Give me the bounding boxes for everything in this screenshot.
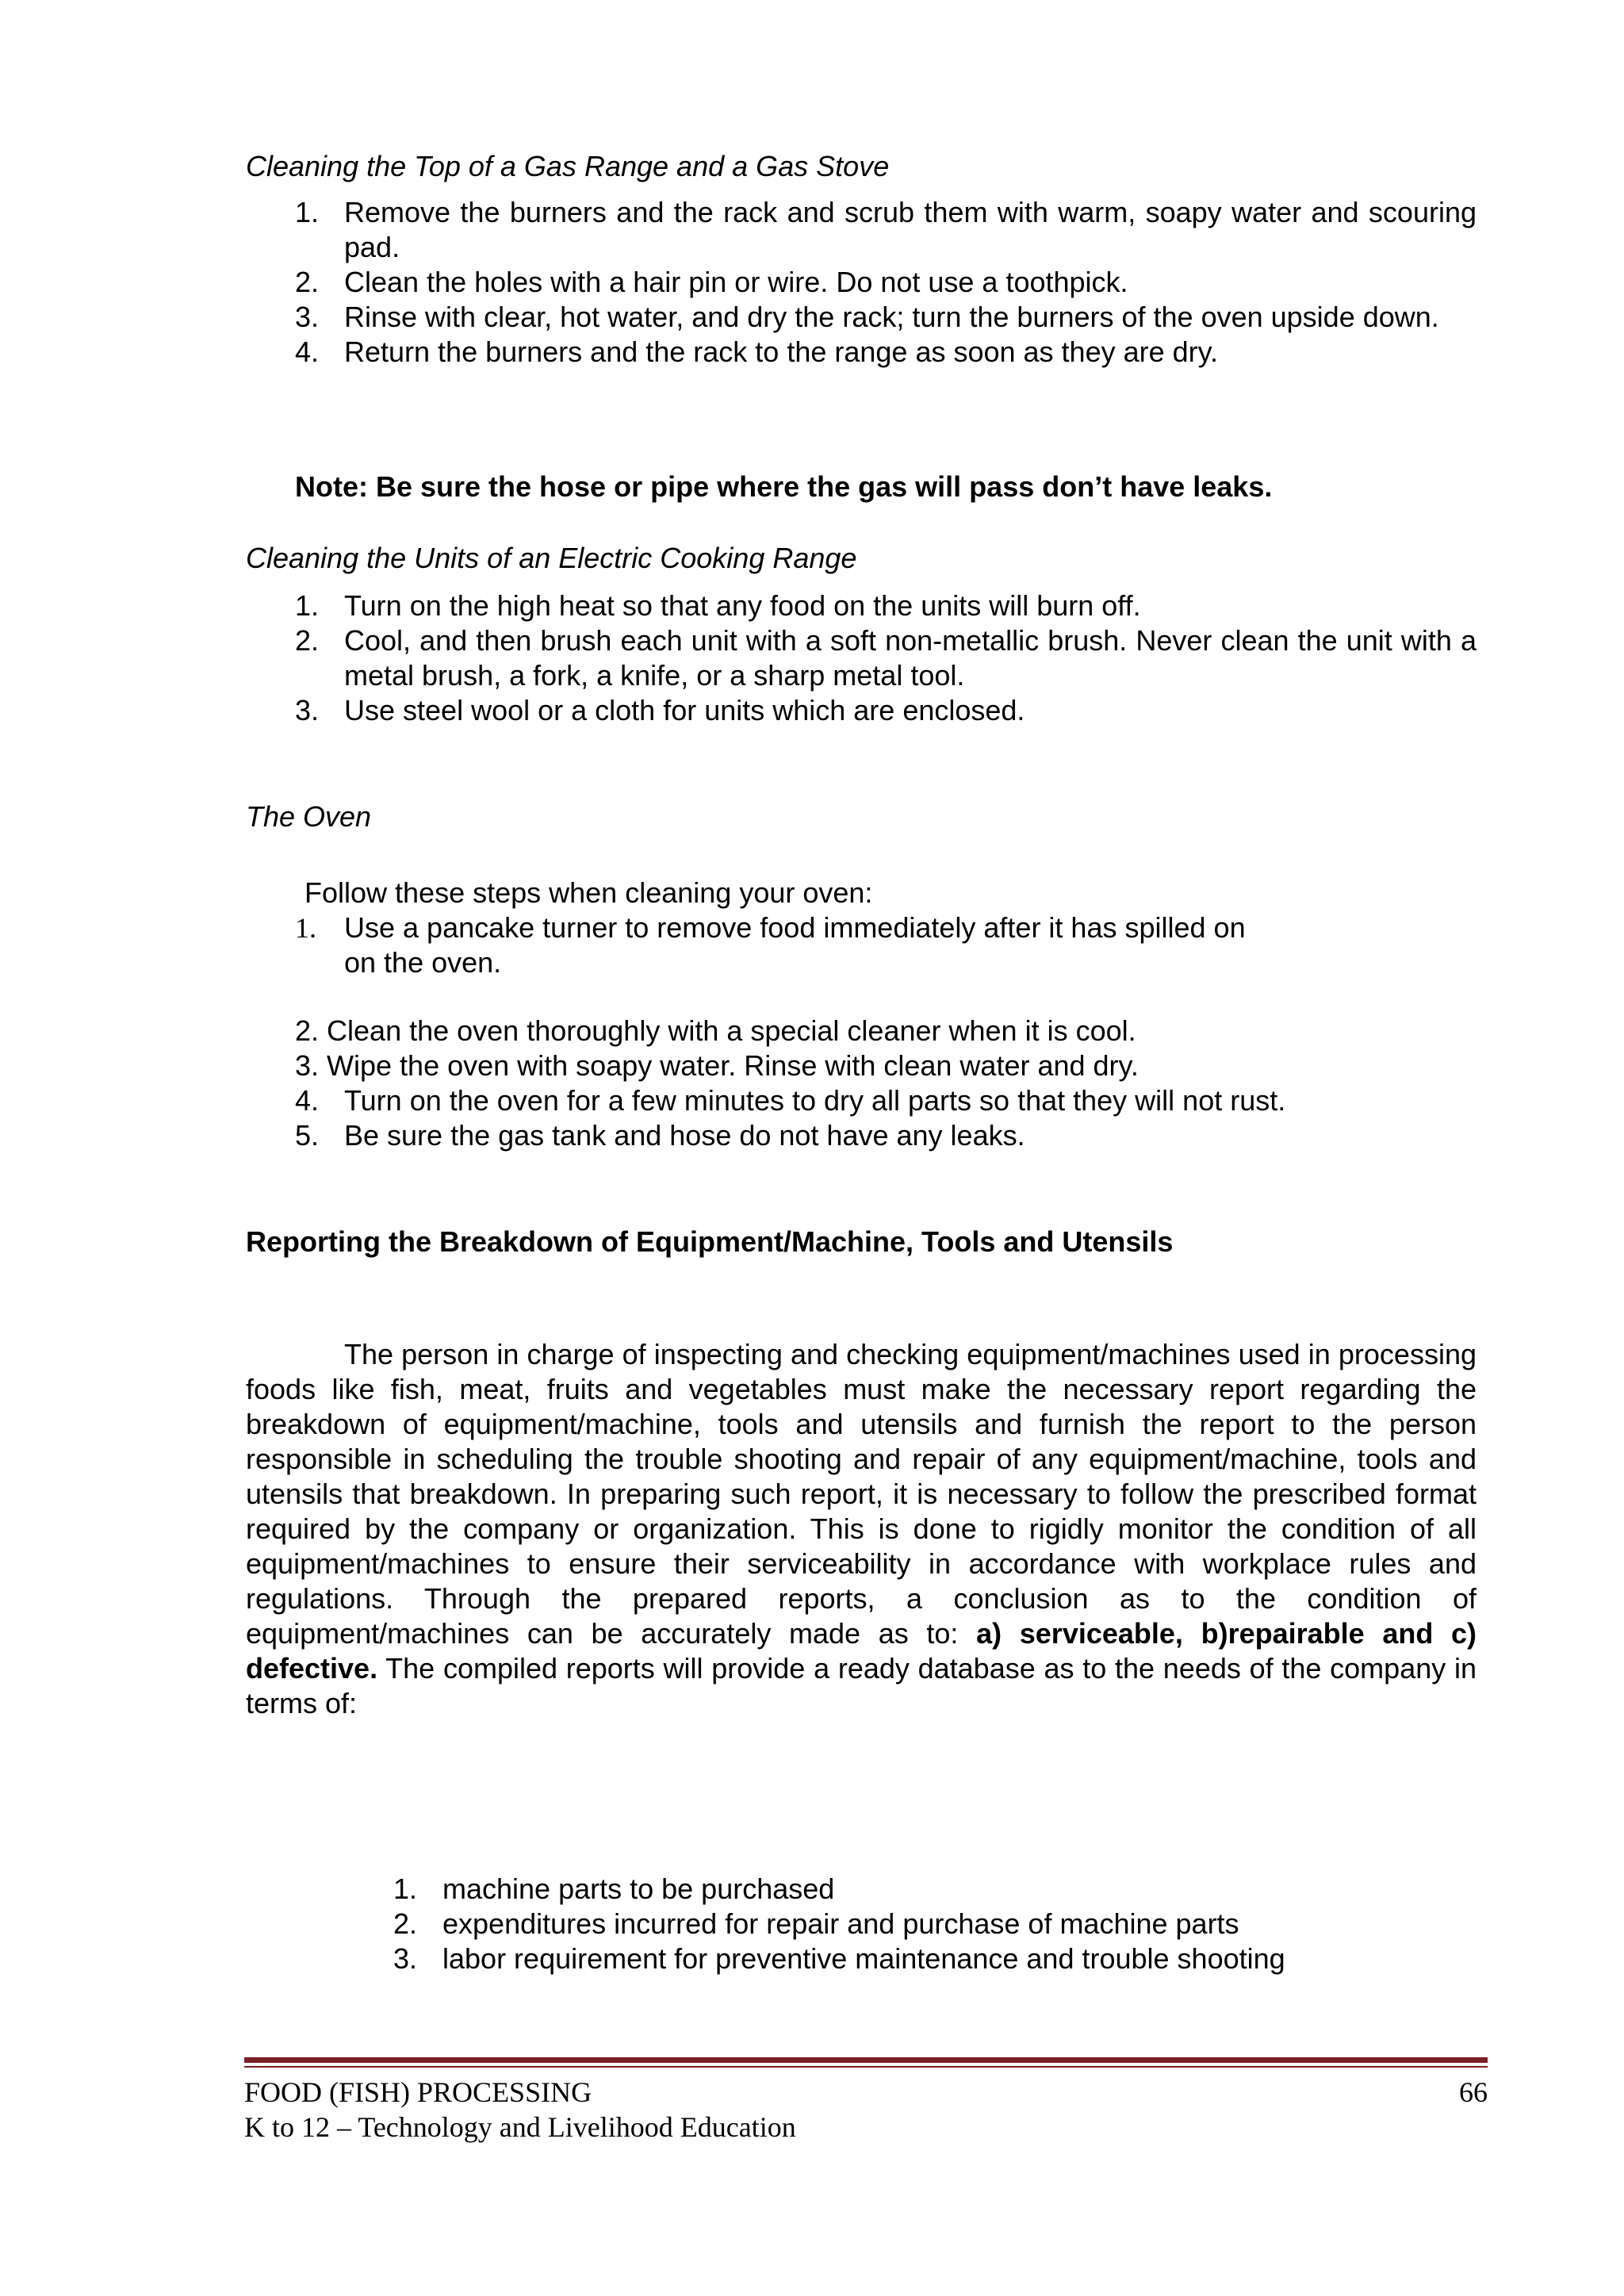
list-item: 3. Rinse with clear, hot water, and dry the rack; turn the burners of the oven upside down. — [295, 301, 1439, 333]
list-item: 1. Remove the burners and the rack and scrub them with warm, soapy water and scouring pad. — [295, 196, 1477, 263]
reporting-heading: Reporting the Breakdown of Equipment/Machine, Tools and Utensils — [246, 1225, 1174, 1258]
oven-step-2: 2. Clean the oven thoroughly with a special cleaner when it is cool. — [295, 1014, 1136, 1047]
electric-range-steps — [295, 588, 1477, 728]
footer-rule — [244, 2057, 1488, 2063]
reporting-paragraph: The person in charge of inspecting and checking equipment/machines used in processing foods like fish, meat, fruits and vegetables must make the necessary report regarding the breakdown of equipment/machine, tools and utensils and furnish the report to the person responsible in scheduling the trouble shooting and repair of any equipment/machine, tools and utensils that breakdown. In preparing such report, it is necessary to follow the prescribed format required by the company or organization. This is done to rigidly monitor the condition of all equipment/machines to ensure their serviceability in accordance with workplace rules and regulations. Through the prepared reports, a conclusion as to the condition of equipment/machines can be accurately made as to: a) serviceable, b)repairable and c) defective. The compiled reports will provide a ready database as to the needs of the company in terms of: — [246, 1338, 1477, 1719]
gas-leak-note: Note: Be sure the hose or pipe where the gas will pass don’t have leaks. — [295, 470, 1273, 503]
oven-step-5-number: 5. — [295, 1119, 320, 1152]
oven-heading: The Oven — [246, 800, 372, 833]
oven-step-4-number: 4. — [295, 1084, 320, 1117]
page-number: 66 — [1459, 2076, 1488, 2108]
list-item: 4. Return the burners and the rack to the range as soon as they are dry. — [295, 335, 1218, 368]
oven-step-1-line1: Use a pancake turner to remove food immediately after it has spilled on — [344, 911, 1246, 944]
list-item: 3. labor requirement for preventive maintenance and trouble shooting — [393, 1942, 1285, 1975]
oven-step-1-number: 1. — [295, 912, 316, 944]
oven-step-1-line2: on the oven. — [344, 946, 502, 979]
list-item: 2. expenditures incurred for repair and purchase of machine parts — [393, 1907, 1239, 1940]
gas-range-heading: Cleaning the Top of a Gas Range and a Gas Stove — [246, 150, 890, 182]
list-item: 2. Cool, and then brush each unit with a soft non-metallic brush. Never clean the unit with a metal brush, a fork, a knife, or a sharp metal tool. — [295, 624, 1477, 692]
gas-range-steps — [295, 195, 1477, 370]
list-item: 1. machine parts to be purchased — [393, 1872, 835, 1905]
list-item: 3. Use steel wool or a cloth for units which are enclosed. — [295, 694, 1025, 726]
electric-range-heading: Cleaning the Units of an Electric Cooking Range — [246, 542, 857, 574]
oven-step-3: 3. Wipe the oven with soapy water. Rinse with clean water and dry. — [295, 1049, 1139, 1082]
company-needs-list — [393, 1872, 1488, 1976]
footer-title: FOOD (FISH) PROCESSING — [244, 2076, 592, 2108]
footer-subtitle: K to 12 – Technology and Livelihood Education — [244, 2111, 796, 2143]
oven-step-5: Be sure the gas tank and hose do not have any leaks. — [344, 1119, 1025, 1152]
oven-intro: Follow these steps when cleaning your oven: — [304, 876, 873, 909]
oven-step-4: Turn on the oven for a few minutes to dry all parts so that they will not rust. — [344, 1084, 1286, 1117]
footer-rule-thin — [244, 2066, 1488, 2068]
list-item: 1. Turn on the high heat so that any food on the units will burn off. — [295, 589, 1141, 622]
list-item: 2. Clean the holes with a hair pin or wire. Do not use a toothpick. — [295, 266, 1128, 298]
